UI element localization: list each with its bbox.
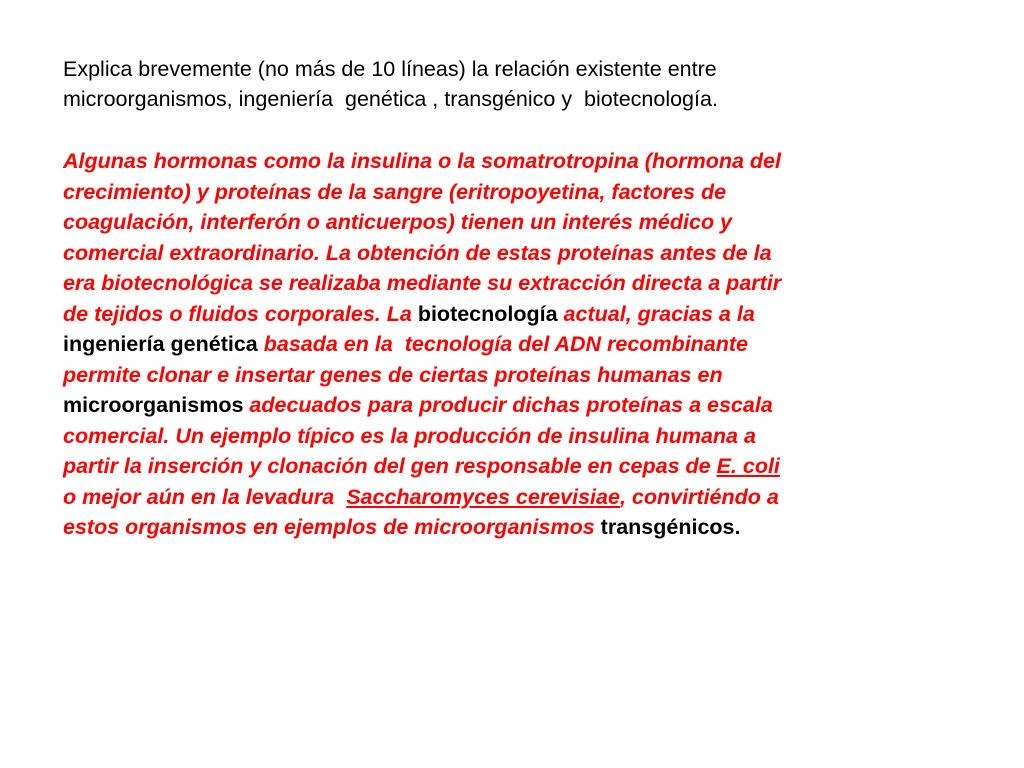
- answer-line: [63, 177, 963, 208]
- answer-line: [63, 146, 963, 177]
- answer-segment: Algunas hormonas como la insulina o la somatrotropina (hormona del: [63, 149, 781, 173]
- answer-line: [63, 421, 963, 452]
- question-text: [63, 54, 963, 114]
- answer-line: [63, 390, 963, 421]
- answer-line: [63, 207, 963, 238]
- answer-line: [63, 238, 963, 269]
- answer-segment: partir la inserción y clonación del gen responsable en cepas de: [63, 454, 717, 478]
- answer-segment: de tejidos o fluidos corporales. La: [63, 301, 418, 326]
- answer-line: [63, 360, 963, 391]
- answer-segment: crecimiento) y proteínas de la sangre (eritropoyetina, factores de: [63, 179, 727, 204]
- answer-line: [63, 329, 963, 360]
- answer-line: [63, 451, 963, 482]
- answer-segment: actual, gracias a la: [557, 301, 755, 326]
- keyword-text: microorganismos: [63, 393, 244, 417]
- question-line: Explica brevemente (no más de 10 líneas) la relación existente entre: [63, 57, 717, 81]
- answer-line: [63, 512, 963, 543]
- answer-segment: , convirtiéndo a: [619, 484, 779, 509]
- answer-line: [63, 482, 963, 513]
- answer-line: [63, 299, 963, 330]
- answer-segment: era biotecnológica se realizaba mediante su extracción directa a partir: [63, 271, 782, 295]
- answer-segment: comercial extraordinario. La obtención de estas proteínas antes de la: [63, 240, 772, 265]
- keyword-text: biotecnología: [417, 301, 558, 326]
- answer-segment: adecuados para producir dichas proteínas a escala: [243, 393, 773, 417]
- species-name: E. coli: [716, 454, 780, 478]
- answer-segment: basada en la tecnología del ADN recombinante: [257, 332, 749, 356]
- question-line: microorganismos, ingeniería genética , transgénico y biotecnología.: [63, 87, 718, 111]
- keyword-text: transgénicos.: [600, 515, 741, 539]
- answer-segment: comercial. Un ejemplo típico es la producción de insulina humana a: [63, 423, 756, 448]
- answer-segment: o mejor aún en la levadura: [63, 484, 347, 509]
- answer-segment: permite clonar e insertar genes de ciertas proteínas humanas en: [63, 362, 723, 387]
- species-name: Saccharomyces cerevisiae: [346, 484, 620, 509]
- answer-text: [63, 146, 963, 543]
- answer-segment: estos organismos en ejemplos de microorganismos: [63, 515, 601, 539]
- answer-line: [63, 268, 963, 299]
- answer-segment: coagulación, interferón o anticuerpos) tienen un interés médico y: [63, 210, 733, 234]
- keyword-text: ingeniería genética: [63, 332, 258, 356]
